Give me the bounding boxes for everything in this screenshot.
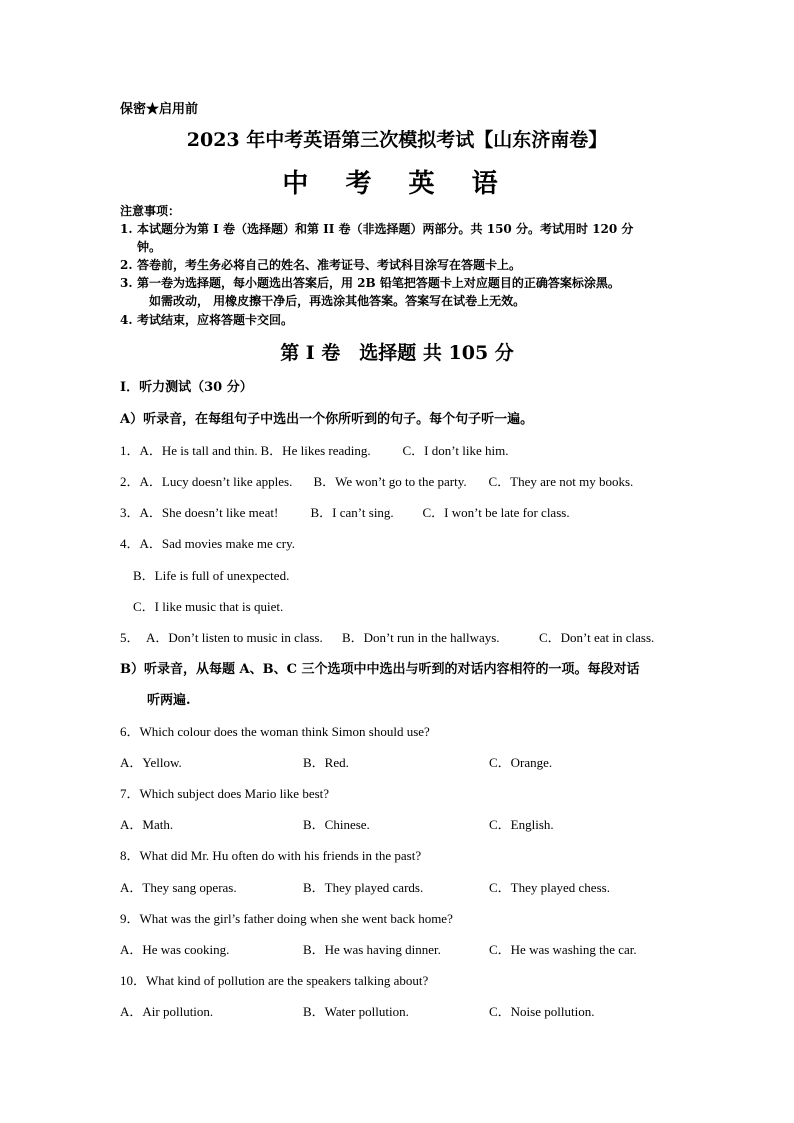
question-number: 2． [120, 474, 140, 489]
option-a: A．Don’t listen to music in class. [146, 630, 323, 645]
section-title: 第 I 卷 选择题 共 105 分 [280, 342, 514, 364]
option-a: A．He was cooking. [120, 942, 230, 957]
note-number: 4. [120, 313, 133, 327]
note-text: 本试题分为第 I 卷（选择题）和第 II 卷（非选择题）两部分。共 150 分。考试用时 120 分 [137, 222, 634, 236]
option-a: A．He is tall and thin. [139, 443, 258, 458]
question-8-stem: 8．What did Mr. Hu often do with his friends in the past? [120, 848, 422, 863]
subject-title: 中 考 英 语 [282, 169, 512, 199]
option-c: C．I don’t like him. [402, 443, 509, 458]
question-number: 5． [120, 630, 140, 645]
option-c: C．Don’t eat in class. [539, 630, 655, 645]
option-b: B．He was having dinner. [303, 942, 441, 957]
question-8-options [120, 877, 610, 896]
question-5 [120, 627, 654, 646]
question-1 [120, 440, 508, 459]
notes-heading: 注意事项： [120, 204, 181, 218]
part-b-instructions: B）听录音，从每题 A、B、C 三个选项中中选出与听到的对话内容相符的一项。每段对话 [120, 662, 640, 677]
option-a: A．Lucy doesn’t like apples. [139, 474, 293, 489]
option-b: B．They played cards. [303, 880, 424, 895]
question-4-option-b: B．Life is full of unexpected. [133, 568, 290, 583]
question-4 [120, 533, 295, 552]
option-b: B．He likes reading. [260, 443, 371, 458]
part-heading-listening: Ⅰ．听力测试（30 分） [120, 380, 253, 395]
note-number: 1. [120, 222, 133, 236]
option-b: B．We won’t go to the party. [313, 474, 467, 489]
option-b: B．I can’t sing. [310, 505, 394, 520]
option-c: C．I won’t be late for class. [422, 505, 570, 520]
part-b-instructions-cont: 听两遍. [147, 693, 191, 708]
question-number: 1． [120, 443, 140, 458]
question-7-stem: 7．Which subject does Mario like best? [120, 786, 330, 801]
option-c: C．English. [489, 817, 554, 832]
question-9-stem: 9．What was the girl’s father doing when she went back home? [120, 911, 453, 926]
option-a: A．Air pollution. [120, 1004, 214, 1019]
option-b: B．Red. [303, 755, 349, 770]
question-3 [120, 502, 570, 521]
option-c: C．Orange. [489, 755, 553, 770]
question-10-options [120, 1001, 594, 1020]
note-item [120, 274, 620, 292]
note-number: 3. [120, 276, 133, 290]
note-item [120, 311, 293, 329]
option-c: C．They are not my books. [488, 474, 634, 489]
confidential-label: 保密★启用前 [120, 102, 199, 117]
exam-title: 2023 年中考英语第三次模拟考试【山东济南卷】 [186, 129, 608, 151]
note-text: 考试结束，应将答题卡交回。 [137, 313, 294, 327]
question-4-option-c: C．I like music that is quiet. [133, 599, 284, 614]
note-item [120, 256, 521, 274]
note-item [120, 220, 633, 238]
option-a: A．She doesn’t like meat! [139, 505, 279, 520]
question-9-options [120, 939, 637, 958]
question-10-stem: 10．What kind of pollution are the speakers talking about? [120, 973, 429, 988]
option-c: C．They played chess. [489, 880, 610, 895]
note-text: 第一卷为选择题，每小题选出答案后，用 2B 铅笔把答题卡上对应题目的正确答案标涂黑。 [137, 276, 620, 290]
option-a: A．Yellow. [120, 755, 182, 770]
question-6-options [120, 752, 552, 771]
option-b: B．Chinese. [303, 817, 370, 832]
option-c: C．Noise pollution. [489, 1004, 595, 1019]
option-a: A．Sad movies make me cry. [139, 536, 295, 551]
note-number: 2. [120, 258, 133, 272]
question-7-options [120, 814, 554, 833]
option-b: B．Water pollution. [303, 1004, 409, 1019]
note-continuation: 如需改动， 用橡皮擦干净后，再选涂其他答案。答案写在试卷上无效。 [149, 294, 526, 308]
question-number: 3． [120, 505, 140, 520]
note-text: 答卷前，考生务必将自己的姓名、准考证号、考试科目涂写在答题卡上。 [137, 258, 522, 272]
question-6-stem: 6．Which colour does the woman think Simon should use? [120, 724, 430, 739]
note-continuation: 钟。 [137, 240, 162, 254]
question-number: 4． [120, 536, 140, 551]
option-a: A．Math. [120, 817, 174, 832]
option-c: C．He was washing the car. [489, 942, 637, 957]
part-a-instructions: A）听录音，在每组句子中选出一个你所听到的句子。每个句子听一遍。 [120, 412, 534, 427]
option-a: A．They sang operas. [120, 880, 237, 895]
question-2 [120, 471, 633, 490]
option-b: B．Don’t run in the hallways. [342, 630, 500, 645]
